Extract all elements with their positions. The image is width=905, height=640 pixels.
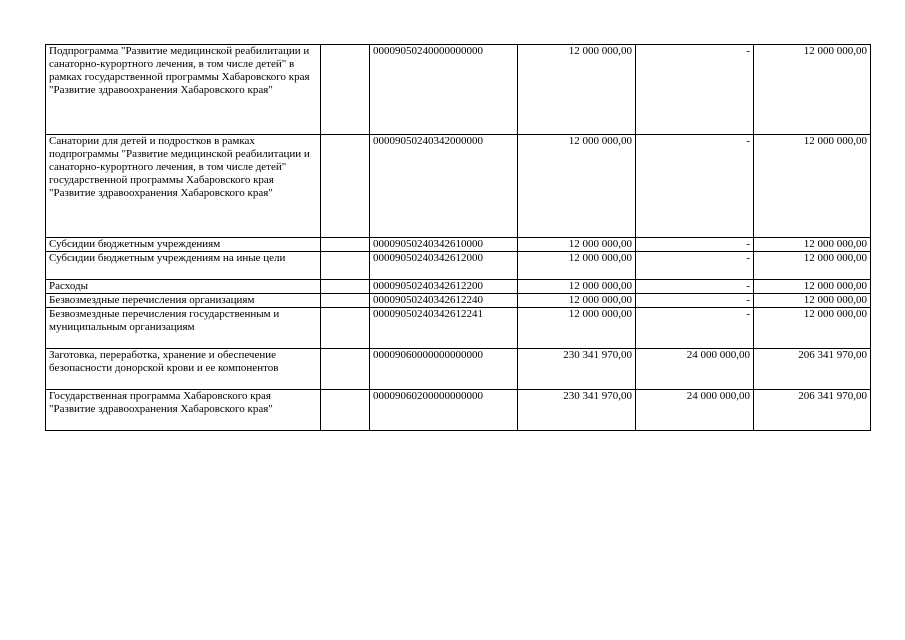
empty-cell <box>321 349 370 390</box>
remaining-amount-cell: 12 000 000,00 <box>754 280 871 294</box>
empty-cell <box>321 390 370 431</box>
row-code-cell: 00009050240342610000 <box>370 238 518 252</box>
empty-cell <box>321 45 370 135</box>
row-code-cell: 00009050240342612000 <box>370 252 518 280</box>
empty-cell <box>321 238 370 252</box>
executed-amount-cell: - <box>636 238 754 252</box>
remaining-amount-cell: 12 000 000,00 <box>754 135 871 238</box>
executed-amount-cell: 24 000 000,00 <box>636 349 754 390</box>
table-row <box>46 280 871 294</box>
executed-amount-cell: - <box>636 308 754 349</box>
remaining-amount-cell: 12 000 000,00 <box>754 252 871 280</box>
approved-amount-cell: 12 000 000,00 <box>518 238 636 252</box>
table-row <box>46 349 871 390</box>
remaining-amount-cell: 12 000 000,00 <box>754 45 871 135</box>
row-name-cell: Безвозмездные перечисления государственным и муниципальным организациям <box>46 308 321 349</box>
row-name-cell: Субсидии бюджетным учреждениям <box>46 238 321 252</box>
remaining-amount-cell: 12 000 000,00 <box>754 294 871 308</box>
row-name-cell: Расходы <box>46 280 321 294</box>
row-name-cell: Государственная программа Хабаровского края "Развитие здравоохранения Хабаровского края" <box>46 390 321 431</box>
empty-cell <box>321 308 370 349</box>
remaining-amount-cell: 206 341 970,00 <box>754 349 871 390</box>
table-row <box>46 252 871 280</box>
approved-amount-cell: 12 000 000,00 <box>518 308 636 349</box>
table-row <box>46 238 871 252</box>
row-code-cell: 00009050240342612241 <box>370 308 518 349</box>
approved-amount-cell: 230 341 970,00 <box>518 349 636 390</box>
executed-amount-cell: - <box>636 45 754 135</box>
row-name-cell: Безвозмездные перечисления организациям <box>46 294 321 308</box>
row-code-cell: 00009050240342000000 <box>370 135 518 238</box>
row-code-cell: 00009050240342612200 <box>370 280 518 294</box>
table-row <box>46 135 871 238</box>
executed-amount-cell: - <box>636 294 754 308</box>
row-code-cell: 00009060200000000000 <box>370 390 518 431</box>
row-name-cell: Субсидии бюджетным учреждениям на иные цели <box>46 252 321 280</box>
remaining-amount-cell: 206 341 970,00 <box>754 390 871 431</box>
executed-amount-cell: 24 000 000,00 <box>636 390 754 431</box>
row-name-cell: Заготовка, переработка, хранение и обеспечение безопасности донорской крови и ее компонентов <box>46 349 321 390</box>
remaining-amount-cell: 12 000 000,00 <box>754 238 871 252</box>
approved-amount-cell: 12 000 000,00 <box>518 45 636 135</box>
approved-amount-cell: 230 341 970,00 <box>518 390 636 431</box>
empty-cell <box>321 135 370 238</box>
row-code-cell: 00009050240000000000 <box>370 45 518 135</box>
remaining-amount-cell: 12 000 000,00 <box>754 308 871 349</box>
approved-amount-cell: 12 000 000,00 <box>518 280 636 294</box>
approved-amount-cell: 12 000 000,00 <box>518 252 636 280</box>
table-row <box>46 308 871 349</box>
empty-cell <box>321 294 370 308</box>
row-code-cell: 00009060000000000000 <box>370 349 518 390</box>
row-name-cell: Санатории для детей и подростков в рамках подпрограммы "Развитие медицинской реабилитации и санаторно-курортного лечения, в том числе детей" государственной программы Хабаровского края "Развитие здравоохранения Хабаровского края" <box>46 135 321 238</box>
empty-cell <box>321 252 370 280</box>
executed-amount-cell: - <box>636 135 754 238</box>
executed-amount-cell: - <box>636 280 754 294</box>
row-name-cell: Подпрограмма "Развитие медицинской реабилитации и санаторно-курортного лечения, в том числе детей" в рамках государственной программы Хабаровского края "Развитие здравоохранения Хабаровского края" <box>46 45 321 135</box>
budget-execution-table <box>45 44 871 431</box>
row-code-cell: 00009050240342612240 <box>370 294 518 308</box>
table-row <box>46 390 871 431</box>
approved-amount-cell: 12 000 000,00 <box>518 135 636 238</box>
table-row <box>46 294 871 308</box>
approved-amount-cell: 12 000 000,00 <box>518 294 636 308</box>
table-row <box>46 45 871 135</box>
empty-cell <box>321 280 370 294</box>
executed-amount-cell: - <box>636 252 754 280</box>
